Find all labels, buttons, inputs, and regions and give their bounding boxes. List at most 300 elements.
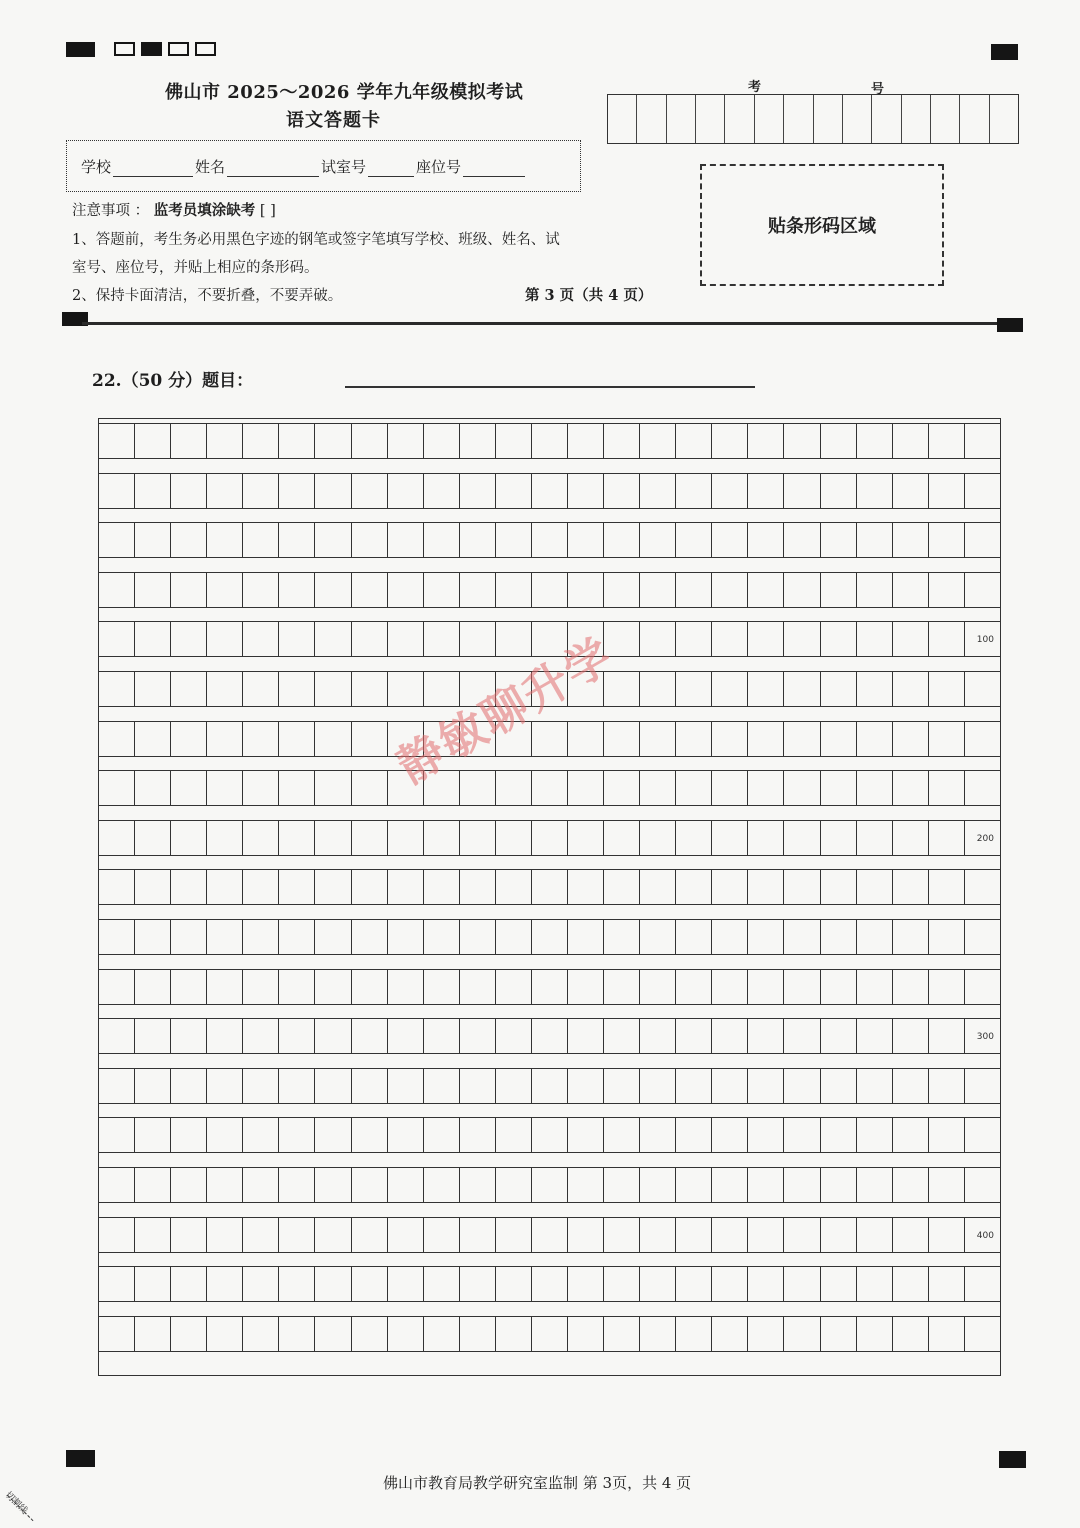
essay-grid-cell[interactable] — [460, 1168, 496, 1202]
essay-grid-cell[interactable] — [604, 722, 640, 756]
essay-grid-cell[interactable] — [604, 1218, 640, 1252]
essay-grid-cell[interactable] — [171, 424, 207, 458]
essay-grid-cell[interactable] — [352, 1317, 388, 1351]
essay-grid-cell[interactable] — [424, 523, 460, 557]
essay-grid-cell[interactable] — [784, 1069, 820, 1103]
essay-grid-cell[interactable] — [279, 573, 315, 607]
essay-grid-cell[interactable] — [315, 920, 351, 954]
essay-grid-cell[interactable] — [604, 523, 640, 557]
essay-grid-cell[interactable] — [424, 573, 460, 607]
essay-grid-cell[interactable] — [171, 1218, 207, 1252]
essay-grid-cell[interactable] — [279, 523, 315, 557]
essay-grid-cell[interactable] — [279, 474, 315, 508]
essay-grid-cell[interactable] — [207, 722, 243, 756]
essay-grid-cell[interactable] — [352, 1218, 388, 1252]
essay-grid-cell[interactable] — [243, 1317, 279, 1351]
essay-grid-cell[interactable] — [243, 722, 279, 756]
essay-grid-cell[interactable] — [893, 1317, 929, 1351]
essay-grid-cell[interactable] — [171, 920, 207, 954]
essay-grid-cell[interactable] — [857, 970, 893, 1004]
essay-grid-cell[interactable] — [568, 474, 604, 508]
essay-grid-cell[interactable] — [568, 424, 604, 458]
essay-grid-cell[interactable] — [821, 771, 857, 805]
essay-grid-cell[interactable] — [279, 870, 315, 904]
essay-grid-cell[interactable] — [135, 821, 171, 855]
essay-grid-cell[interactable] — [388, 920, 424, 954]
essay-grid-cell[interactable] — [640, 1168, 676, 1202]
essay-grid-cell[interactable] — [388, 1168, 424, 1202]
essay-grid-cell[interactable] — [640, 474, 676, 508]
essay-grid-cell[interactable] — [279, 1019, 315, 1053]
essay-grid-cell[interactable] — [424, 424, 460, 458]
essay-grid-cell[interactable] — [135, 1317, 171, 1351]
essay-grid-cell[interactable] — [460, 523, 496, 557]
essay-grid-cell[interactable] — [532, 573, 568, 607]
essay-grid-cell[interactable] — [748, 672, 784, 706]
essay-grid-cell[interactable] — [279, 672, 315, 706]
essay-grid-cell[interactable] — [748, 1267, 784, 1301]
essay-grid-cell[interactable] — [857, 672, 893, 706]
essay-grid-cell[interactable] — [893, 573, 929, 607]
essay-grid-cell[interactable] — [171, 1069, 207, 1103]
essay-grid-cell[interactable] — [171, 1019, 207, 1053]
essay-grid-cell[interactable] — [784, 573, 820, 607]
essay-grid-cell[interactable] — [388, 622, 424, 656]
essay-grid-cell[interactable] — [712, 722, 748, 756]
essay-grid-cell[interactable] — [965, 722, 1000, 756]
essay-grid-cell[interactable] — [929, 1069, 965, 1103]
essay-grid-cell[interactable] — [352, 573, 388, 607]
essay-grid-cell[interactable] — [676, 920, 712, 954]
essay-grid-cell[interactable] — [857, 920, 893, 954]
essay-grid-cell[interactable] — [640, 1069, 676, 1103]
essay-grid-cell[interactable] — [893, 672, 929, 706]
essay-grid-cell[interactable] — [279, 1317, 315, 1351]
essay-grid-cell[interactable] — [640, 622, 676, 656]
essay-grid-cell[interactable] — [135, 1118, 171, 1152]
essay-grid-cell[interactable] — [207, 870, 243, 904]
essay-grid-cell[interactable] — [207, 523, 243, 557]
exam-number-box[interactable] — [990, 95, 1018, 143]
essay-grid-cell[interactable] — [640, 821, 676, 855]
essay-grid-cell[interactable] — [748, 1118, 784, 1152]
essay-grid-cell[interactable] — [965, 870, 1000, 904]
essay-grid-cell[interactable] — [893, 970, 929, 1004]
essay-grid-cell[interactable] — [640, 870, 676, 904]
essay-grid-cell[interactable] — [784, 1118, 820, 1152]
essay-grid-cell[interactable] — [604, 1267, 640, 1301]
essay-grid-cell[interactable] — [352, 771, 388, 805]
essay-grid-cell[interactable] — [965, 1218, 1000, 1252]
essay-grid-cell[interactable] — [243, 474, 279, 508]
essay-grid-cell[interactable] — [821, 1218, 857, 1252]
essay-grid-cell[interactable] — [676, 970, 712, 1004]
essay-grid-cell[interactable] — [388, 474, 424, 508]
essay-grid-cell[interactable] — [532, 1317, 568, 1351]
exam-number-box[interactable] — [637, 95, 666, 143]
essay-grid-cell[interactable] — [965, 920, 1000, 954]
essay-grid-cell[interactable] — [532, 771, 568, 805]
essay-grid-cell[interactable] — [568, 1267, 604, 1301]
essay-grid-cell[interactable] — [929, 1218, 965, 1252]
essay-grid-cell[interactable] — [604, 1069, 640, 1103]
essay-grid-cell[interactable] — [532, 821, 568, 855]
essay-grid-cell[interactable] — [712, 424, 748, 458]
essay-grid-cell[interactable] — [532, 474, 568, 508]
essay-grid-cell[interactable] — [857, 870, 893, 904]
essay-grid-cell[interactable] — [640, 573, 676, 607]
essay-grid-cell[interactable] — [424, 474, 460, 508]
essay-grid-cell[interactable] — [315, 870, 351, 904]
essay-grid-cell[interactable] — [821, 722, 857, 756]
essay-grid-cell[interactable] — [388, 821, 424, 855]
essay-grid-cell[interactable] — [135, 1069, 171, 1103]
essay-grid-cell[interactable] — [496, 474, 532, 508]
essay-grid-cell[interactable] — [965, 1118, 1000, 1152]
essay-grid-cell[interactable] — [388, 1019, 424, 1053]
essay-grid-cell[interactable] — [388, 1218, 424, 1252]
essay-grid-cell[interactable] — [784, 1019, 820, 1053]
essay-grid-cell[interactable] — [784, 672, 820, 706]
essay-grid-cell[interactable] — [424, 1218, 460, 1252]
essay-grid-cell[interactable] — [965, 821, 1000, 855]
essay-grid-cell[interactable] — [279, 970, 315, 1004]
essay-grid-cell[interactable] — [496, 622, 532, 656]
essay-grid-cell[interactable] — [712, 1069, 748, 1103]
essay-grid-cell[interactable] — [640, 970, 676, 1004]
essay-grid-cell[interactable] — [171, 523, 207, 557]
essay-grid-cell[interactable] — [99, 1267, 135, 1301]
essay-grid-cell[interactable] — [784, 722, 820, 756]
essay-grid-cell[interactable] — [279, 1118, 315, 1152]
essay-grid-cell[interactable] — [568, 1168, 604, 1202]
essay-grid-cell[interactable] — [315, 573, 351, 607]
essay-grid-cell[interactable] — [99, 1218, 135, 1252]
essay-grid-cell[interactable] — [243, 1019, 279, 1053]
essay-grid-cell[interactable] — [640, 1118, 676, 1152]
essay-grid-cell[interactable] — [929, 573, 965, 607]
essay-grid-cell[interactable] — [99, 573, 135, 607]
essay-grid-cell[interactable] — [821, 1317, 857, 1351]
essay-grid-cell[interactable] — [929, 970, 965, 1004]
essay-grid-cell[interactable] — [135, 474, 171, 508]
essay-grid-cell[interactable] — [135, 722, 171, 756]
essay-grid-cell[interactable] — [496, 1168, 532, 1202]
essay-grid-cell[interactable] — [821, 821, 857, 855]
essay-grid-cell[interactable] — [893, 920, 929, 954]
essay-grid-cell[interactable] — [315, 970, 351, 1004]
essay-grid-cell[interactable] — [352, 672, 388, 706]
essay-grid-cell[interactable] — [784, 1267, 820, 1301]
essay-grid-cell[interactable] — [315, 1069, 351, 1103]
essay-grid-cell[interactable] — [568, 771, 604, 805]
essay-grid-cell[interactable] — [243, 821, 279, 855]
essay-grid-cell[interactable] — [207, 821, 243, 855]
essay-grid-cell[interactable] — [207, 1218, 243, 1252]
essay-grid-cell[interactable] — [460, 1267, 496, 1301]
essay-grid-cell[interactable] — [965, 474, 1000, 508]
essay-grid-cell[interactable] — [207, 970, 243, 1004]
essay-grid-cell[interactable] — [207, 771, 243, 805]
essay-grid-cell[interactable] — [460, 870, 496, 904]
essay-grid-cell[interactable] — [171, 573, 207, 607]
essay-grid-cell[interactable] — [171, 1267, 207, 1301]
essay-grid-cell[interactable] — [496, 771, 532, 805]
essay-grid-cell[interactable] — [532, 1118, 568, 1152]
essay-grid-cell[interactable] — [712, 1267, 748, 1301]
essay-grid-cell[interactable] — [568, 523, 604, 557]
essay-grid-cell[interactable] — [496, 424, 532, 458]
essay-grid-cell[interactable] — [640, 771, 676, 805]
essay-grid-cell[interactable] — [857, 573, 893, 607]
essay-grid-cell[interactable] — [135, 970, 171, 1004]
essay-grid-cell[interactable] — [352, 970, 388, 1004]
essay-grid-cell[interactable] — [604, 970, 640, 1004]
essay-grid[interactable] — [98, 418, 1001, 1376]
essay-grid-cell[interactable] — [929, 474, 965, 508]
essay-grid-cell[interactable] — [243, 920, 279, 954]
exam-number-box[interactable] — [872, 95, 901, 143]
essay-grid-cell[interactable] — [532, 1168, 568, 1202]
essay-grid-cell[interactable] — [712, 970, 748, 1004]
essay-grid-cell[interactable] — [568, 1218, 604, 1252]
essay-grid-cell[interactable] — [135, 672, 171, 706]
essay-grid-cell[interactable] — [821, 1118, 857, 1152]
essay-grid-cell[interactable] — [135, 1218, 171, 1252]
absent-checkbox[interactable]: [ ] — [259, 203, 276, 219]
essay-grid-cell[interactable] — [243, 573, 279, 607]
essay-grid-cell[interactable] — [821, 523, 857, 557]
essay-grid-cell[interactable] — [857, 424, 893, 458]
essay-grid-cell[interactable] — [388, 424, 424, 458]
essay-grid-cell[interactable] — [929, 722, 965, 756]
essay-grid-cell[interactable] — [99, 1019, 135, 1053]
essay-grid-cell[interactable] — [965, 1019, 1000, 1053]
essay-grid-cell[interactable] — [712, 1218, 748, 1252]
essay-grid-cell[interactable] — [893, 1267, 929, 1301]
essay-grid-cell[interactable] — [171, 1118, 207, 1152]
essay-grid-cell[interactable] — [460, 474, 496, 508]
essay-grid-cell[interactable] — [532, 1218, 568, 1252]
essay-grid-cell[interactable] — [604, 424, 640, 458]
essay-grid-cell[interactable] — [315, 771, 351, 805]
essay-grid-cell[interactable] — [748, 1019, 784, 1053]
essay-grid-cell[interactable] — [243, 424, 279, 458]
essay-grid-cell[interactable] — [821, 622, 857, 656]
essay-grid-cell[interactable] — [315, 821, 351, 855]
essay-grid-cell[interactable] — [604, 870, 640, 904]
essay-grid-cell[interactable] — [568, 1118, 604, 1152]
essay-grid-cell[interactable] — [676, 1218, 712, 1252]
essay-grid-cell[interactable] — [748, 870, 784, 904]
essay-grid-cell[interactable] — [207, 1267, 243, 1301]
essay-grid-cell[interactable] — [496, 1069, 532, 1103]
essay-grid-cell[interactable] — [604, 920, 640, 954]
essay-grid-cell[interactable] — [821, 1267, 857, 1301]
essay-grid-cell[interactable] — [171, 672, 207, 706]
essay-grid-cell[interactable] — [279, 722, 315, 756]
essay-grid-cell[interactable] — [965, 1168, 1000, 1202]
essay-grid-cell[interactable] — [965, 1317, 1000, 1351]
essay-grid-cell[interactable] — [929, 1118, 965, 1152]
essay-grid-cell[interactable] — [604, 771, 640, 805]
essay-grid-cell[interactable] — [388, 970, 424, 1004]
essay-grid-cell[interactable] — [207, 424, 243, 458]
essay-grid-cell[interactable] — [893, 622, 929, 656]
essay-grid-cell[interactable] — [784, 920, 820, 954]
essay-grid-cell[interactable] — [207, 1317, 243, 1351]
essay-grid-cell[interactable] — [99, 771, 135, 805]
essay-grid-cell[interactable] — [424, 1317, 460, 1351]
essay-grid-cell[interactable] — [748, 970, 784, 1004]
essay-grid-cell[interactable] — [857, 523, 893, 557]
essay-grid-cell[interactable] — [893, 771, 929, 805]
essay-grid-cell[interactable] — [929, 821, 965, 855]
essay-grid-cell[interactable] — [712, 523, 748, 557]
essay-grid-cell[interactable] — [496, 970, 532, 1004]
essay-grid-cell[interactable] — [460, 424, 496, 458]
essay-grid-cell[interactable] — [640, 920, 676, 954]
essay-grid-cell[interactable] — [279, 622, 315, 656]
essay-grid-cell[interactable] — [712, 1118, 748, 1152]
essay-grid-cell[interactable] — [496, 920, 532, 954]
essay-grid-cell[interactable] — [279, 821, 315, 855]
essay-grid-cell[interactable] — [821, 424, 857, 458]
essay-grid-cell[interactable] — [388, 672, 424, 706]
essay-grid-cell[interactable] — [748, 722, 784, 756]
exam-number-box[interactable] — [814, 95, 843, 143]
essay-grid-cell[interactable] — [279, 1069, 315, 1103]
essay-grid-cell[interactable] — [424, 1118, 460, 1152]
essay-grid-cell[interactable] — [99, 672, 135, 706]
essay-grid-cell[interactable] — [676, 573, 712, 607]
essay-grid-cell[interactable] — [748, 771, 784, 805]
essay-grid-cell[interactable] — [207, 1069, 243, 1103]
essay-grid-cell[interactable] — [821, 672, 857, 706]
essay-grid-cell[interactable] — [784, 870, 820, 904]
essay-grid-cell[interactable] — [965, 622, 1000, 656]
essay-grid-cell[interactable] — [352, 424, 388, 458]
essay-grid-cell[interactable] — [352, 1019, 388, 1053]
essay-grid-cell[interactable] — [784, 1168, 820, 1202]
essay-grid-cell[interactable] — [207, 1118, 243, 1152]
essay-grid-cell[interactable] — [171, 970, 207, 1004]
essay-grid-cell[interactable] — [279, 424, 315, 458]
essay-grid-cell[interactable] — [460, 1069, 496, 1103]
essay-grid-cell[interactable] — [315, 1267, 351, 1301]
essay-grid-cell[interactable] — [460, 1218, 496, 1252]
essay-grid-cell[interactable] — [676, 424, 712, 458]
essay-grid-cell[interactable] — [929, 1168, 965, 1202]
essay-grid-cell[interactable] — [784, 771, 820, 805]
essay-grid-cell[interactable] — [784, 523, 820, 557]
exam-number-box[interactable] — [784, 95, 813, 143]
essay-grid-cell[interactable] — [857, 1118, 893, 1152]
essay-grid-cell[interactable] — [640, 722, 676, 756]
essay-grid-cell[interactable] — [135, 1168, 171, 1202]
essay-grid-cell[interactable] — [388, 573, 424, 607]
essay-grid-cell[interactable] — [135, 424, 171, 458]
essay-grid-cell[interactable] — [315, 474, 351, 508]
essay-grid-cell[interactable] — [171, 474, 207, 508]
essay-grid-cell[interactable] — [676, 1069, 712, 1103]
essay-grid-cell[interactable] — [279, 1267, 315, 1301]
essay-grid-cell[interactable] — [604, 573, 640, 607]
essay-grid-cell[interactable] — [99, 1168, 135, 1202]
essay-grid-cell[interactable] — [748, 573, 784, 607]
essay-grid-cell[interactable] — [640, 672, 676, 706]
essay-grid-cell[interactable] — [171, 821, 207, 855]
essay-grid-cell[interactable] — [893, 1019, 929, 1053]
essay-grid-cell[interactable] — [568, 573, 604, 607]
essay-grid-cell[interactable] — [568, 722, 604, 756]
essay-grid-cell[interactable] — [784, 1218, 820, 1252]
essay-grid-cell[interactable] — [568, 821, 604, 855]
essay-grid-cell[interactable] — [532, 920, 568, 954]
essay-grid-cell[interactable] — [929, 523, 965, 557]
essay-grid-cell[interactable] — [279, 920, 315, 954]
essay-grid-cell[interactable] — [315, 1168, 351, 1202]
essay-grid-cell[interactable] — [712, 573, 748, 607]
essay-grid-cell[interactable] — [135, 870, 171, 904]
essay-grid-cell[interactable] — [893, 821, 929, 855]
essay-grid-cell[interactable] — [965, 1069, 1000, 1103]
essay-grid-cell[interactable] — [243, 970, 279, 1004]
essay-grid-cell[interactable] — [676, 672, 712, 706]
essay-grid-cell[interactable] — [532, 1019, 568, 1053]
exam-number-box[interactable] — [725, 95, 754, 143]
name-field[interactable] — [195, 156, 321, 177]
essay-grid-cell[interactable] — [207, 1019, 243, 1053]
essay-grid-cell[interactable] — [424, 870, 460, 904]
essay-grid-cell[interactable] — [424, 1069, 460, 1103]
essay-grid-cell[interactable] — [676, 622, 712, 656]
essay-grid-cell[interactable] — [496, 1218, 532, 1252]
essay-grid-cell[interactable] — [604, 1317, 640, 1351]
essay-grid-cell[interactable] — [532, 1069, 568, 1103]
essay-grid-cell[interactable] — [460, 622, 496, 656]
essay-grid-cell[interactable] — [893, 523, 929, 557]
essay-grid-cell[interactable] — [460, 920, 496, 954]
essay-grid-cell[interactable] — [388, 1267, 424, 1301]
essay-grid-cell[interactable] — [315, 1118, 351, 1152]
essay-grid-cell[interactable] — [893, 870, 929, 904]
exam-number-box[interactable] — [960, 95, 989, 143]
essay-grid-cell[interactable] — [99, 474, 135, 508]
essay-grid-cell[interactable] — [496, 523, 532, 557]
essay-grid-cell[interactable] — [352, 920, 388, 954]
essay-grid-cell[interactable] — [243, 1168, 279, 1202]
essay-title-line[interactable] — [345, 386, 755, 388]
essay-grid-cell[interactable] — [893, 1218, 929, 1252]
essay-grid-cell[interactable] — [243, 1218, 279, 1252]
essay-grid-cell[interactable] — [821, 1168, 857, 1202]
essay-grid-cell[interactable] — [568, 1317, 604, 1351]
essay-grid-cell[interactable] — [857, 1019, 893, 1053]
essay-grid-cell[interactable] — [676, 523, 712, 557]
essay-grid-cell[interactable] — [640, 1317, 676, 1351]
essay-grid-cell[interactable] — [99, 870, 135, 904]
essay-grid-cell[interactable] — [99, 424, 135, 458]
essay-grid-cell[interactable] — [243, 1118, 279, 1152]
essay-grid-cell[interactable] — [821, 970, 857, 1004]
essay-grid-cell[interactable] — [965, 573, 1000, 607]
essay-grid-cell[interactable] — [496, 821, 532, 855]
essay-grid-cell[interactable] — [784, 970, 820, 1004]
essay-grid-cell[interactable] — [965, 1267, 1000, 1301]
essay-grid-cell[interactable] — [604, 821, 640, 855]
essay-grid-cell[interactable] — [460, 1317, 496, 1351]
